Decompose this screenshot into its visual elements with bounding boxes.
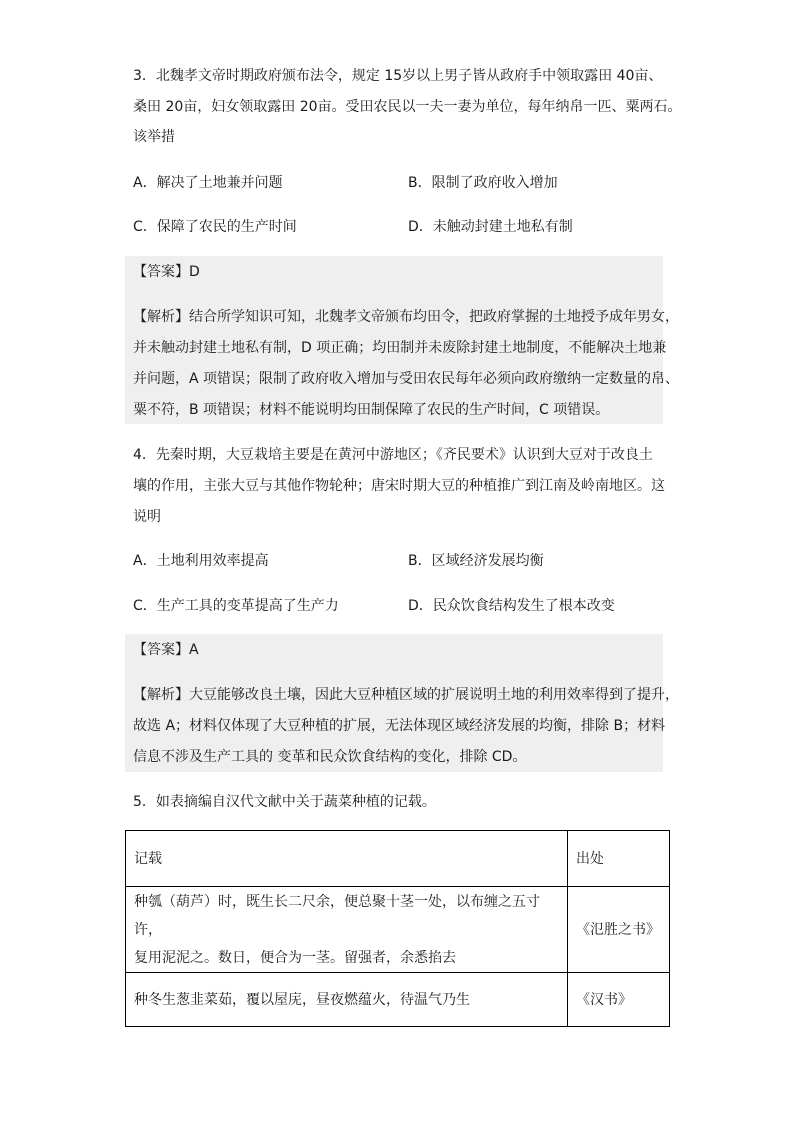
question-text-line: 3．北魏孝文帝时期政府颁布法令，规定 15岁以上男子皆从政府手中领取露田 40亩、 xyxy=(133,68,663,84)
option-d: D．民众饮食结构发生了根本改变 xyxy=(408,598,615,614)
question-text-line: 桑田 20亩，妇女领取露田 20亩。受田农民以一夫一妻为单位，每年纳帛一匹、粟两石。 xyxy=(133,99,682,115)
table-header-row xyxy=(126,831,670,887)
option-b: B．区域经济发展均衡 xyxy=(408,553,544,569)
question-text-line: 5．如表摘编自汉代文献中关于蔬菜种植的记载。 xyxy=(133,794,436,810)
analysis-line: 粟不符，B 项错误；材料不能说明均田制保障了农民的生产时间，C 项错误。 xyxy=(133,402,610,418)
option-c: C．保障了农民的生产时间 xyxy=(133,219,297,235)
answer-label: 【答案】A xyxy=(133,642,199,658)
table-cell-record xyxy=(126,973,568,1027)
table-cell-source: 《氾胜之书》 xyxy=(568,887,670,973)
option-a: A．解决了土地兼并问题 xyxy=(133,175,283,191)
question-text-line: 说明 xyxy=(133,509,161,525)
analysis-line: 信息不涉及生产工具的 变革和民众饮食结构的变化，排除 CD。 xyxy=(133,749,527,765)
table-header-record: 记载 xyxy=(126,831,568,887)
question-text-line: 4．先秦时期，大豆栽培主要是在黄河中游地区；《齐民要术》认识到大豆对于改良土 xyxy=(133,447,653,463)
analysis-line: 【解析】大豆能够改良土壤，因此大豆种植区域的扩展说明土地的利用效率得到了提升， xyxy=(133,687,679,703)
record-line: 种冬生葱韭菜茹，覆以屋庑，昼夜燃蕴火，待温气乃生 xyxy=(134,991,470,1008)
table-row xyxy=(126,887,670,973)
option-b: B．限制了政府收入增加 xyxy=(408,175,558,191)
records-table xyxy=(125,830,670,1027)
analysis-line: 并未触动封建土地私有制，D 项正确；均田制并未废除封建土地制度，不能解决土地兼 xyxy=(133,340,667,356)
table-header-source: 出处 xyxy=(568,831,670,887)
analysis-line: 【解析】结合所学知识可知，北魏孝文帝颁布均田令，把政府掌握的土地授予成年男女， xyxy=(133,309,679,325)
option-a: A．土地利用效率提高 xyxy=(133,553,269,569)
analysis-line: 并问题，A 项错误；限制了政府收入增加与受田农民每年必须向政府缴纳一定数量的帛、 xyxy=(133,371,680,387)
question-text-line: 壤的作用，主张大豆与其他作物轮种；唐宋时期大豆的种植推广到江南及岭南地区。这 xyxy=(133,478,665,494)
option-c: C．生产工具的变革提高了生产力 xyxy=(133,598,339,614)
record-line: 种瓠（葫芦）时，既生长二尺余，便总聚十茎一处，以布缠之五寸许， xyxy=(134,893,540,938)
answer-label: 【答案】D xyxy=(133,264,200,280)
option-d: D．未触动封建土地私有制 xyxy=(408,219,573,235)
table-cell-source: 《汉书》 xyxy=(568,973,670,1027)
question-text-line: 该举措 xyxy=(133,129,175,145)
table-row xyxy=(126,973,670,1027)
table-cell-record xyxy=(126,887,568,973)
record-line: 复用泥泥之。数日，便合为一茎。留强者，余悉掐去 xyxy=(134,949,456,966)
analysis-line: 故选 A；材料仅体现了大豆种植的扩展，无法体现区域经济发展的均衡，排除 B；材料 xyxy=(133,718,666,734)
